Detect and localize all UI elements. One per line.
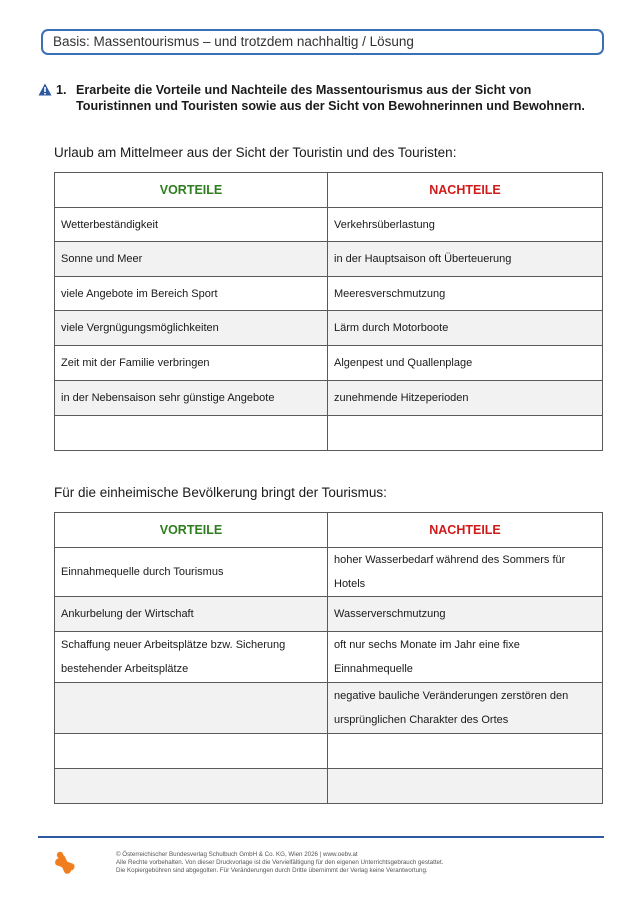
disadvantage-cell [328,277,603,311]
column-header-advantages: VORTEILE [55,513,328,548]
cell-text: oft nur sechs Monate im Jahr eine fixe Einnahmequelle [334,639,520,675]
table-header-row [55,513,603,548]
residents-table [54,512,603,804]
advantage-cell [55,277,328,311]
table-row [55,683,603,734]
advantage-cell [55,734,328,769]
tourist-table [54,172,603,451]
disadvantage-cell [328,242,603,277]
disadvantage-cell [328,381,603,416]
advantage-cell [55,769,328,804]
table-row [55,208,603,242]
cell-text: Einnahmequelle durch Tourismus [61,566,224,578]
warning-triangle-icon [38,83,52,96]
liability-line: Die Kopiergebühren sind abgegolten. Für Veränderungen durch Dritte übernimmt der Verlag keine Verantwortung. [116,867,428,874]
column-header-disadvantages: NACHTEILE [328,513,603,548]
table-row [55,597,603,632]
table-row [55,277,603,311]
advantage-cell [55,548,328,597]
section2-heading: Für die einheimische Bevölkerung bringt der Tourismus: [54,485,387,500]
cell-text: Schaffung neuer Arbeitsplätze bzw. Sicherung [61,639,286,651]
oebv-logo-icon [52,851,78,877]
cell-text: hoher Wasserbedarf während des Sommers für Hotels [334,554,566,590]
table-row [55,548,603,597]
cell-text: Ankurbelung der Wirtschaft [61,608,194,620]
cell-text: viele Vergnügungsmöglichkeiten [61,322,219,334]
disadvantage-cell [328,311,603,346]
cell-text: Verkehrsüberlastung [334,218,435,231]
page-title: Basis: Massentourismus – und trotzdem nachhaltig / Lösung [53,34,414,49]
table-row [55,734,603,769]
advantage-cell [55,311,328,346]
cell-text: zunehmende Hitzeperioden [334,392,469,404]
section1-heading: Urlaub am Mittelmeer aus der Sicht der Touristin und des Touristen: [54,145,457,160]
disadvantage-cell [328,597,603,632]
cell-text: ursprünglichen Charakter des Ortes [334,714,509,726]
cell-text: Meeresverschmutzung [334,287,446,300]
footer-divider [38,836,604,838]
cell-text: Lärm durch Motorboote [334,322,449,334]
advantage-cell [55,632,328,683]
advantage-cell [55,381,328,416]
disadvantage-cell [328,416,603,451]
page-title-box [41,29,604,55]
advantage-cell [55,242,328,277]
copyright-line: © Österreichischer Bundesverlag Schulbuch GmbH & Co. KG, Wien 2026 | www.oebv.at [116,851,358,858]
advantage-cell [55,597,328,632]
table-header-row [55,173,603,208]
cell-text: Wetterbeständigkeit [61,218,159,231]
table-row [55,311,603,346]
column-header-disadvantages: NACHTEILE [328,173,603,208]
task-block [38,82,608,114]
disadvantage-cell [328,769,603,804]
rights-line: Alle Rechte vorbehalten. Von dieser Druckvorlage ist die Vervielfältigung für den eigenen Unterrichtsgebrauch gestattet. [116,859,444,866]
advantage-cell [55,346,328,381]
disadvantage-cell [328,548,603,597]
cell-text: in der Nebensaison sehr günstige Angebote [61,392,275,404]
cell-text: negative bauliche Veränderungen zerstören den [334,690,569,702]
disadvantage-cell [328,632,603,683]
cell-text: in der Hauptsaison oft Überteuerung [334,253,512,265]
cell-text: viele Angebote im Bereich Sport [61,287,218,300]
cell-text: Sonne und Meer [61,253,143,265]
cell-text: Wasserverschmutzung [334,608,446,620]
advantage-cell [55,416,328,451]
advantage-cell [55,208,328,242]
table-row [55,242,603,277]
cell-text: bestehender Arbeitsplätze [61,663,189,675]
disadvantage-cell [328,734,603,769]
table-row [55,346,603,381]
table-row [55,632,603,683]
disadvantage-cell [328,208,603,242]
disadvantage-cell [328,346,603,381]
table-row [55,769,603,804]
cell-text: Algenpest und Quallenplage [334,357,473,369]
table-row [55,381,603,416]
task-text: Erarbeite die Vorteile und Nachteile des Massentourismus aus der Sicht von Touristinnen und Touristen sowie aus der Sicht von Bewohnerinnen und Bewohnern. [76,83,585,113]
table-row [55,416,603,451]
disadvantage-cell [328,683,603,734]
advantage-cell [55,683,328,734]
column-header-advantages: VORTEILE [55,173,328,208]
copyright-notice [116,851,443,875]
cell-text: Zeit mit der Familie verbringen [61,357,210,369]
task-number: 1. [56,83,67,97]
